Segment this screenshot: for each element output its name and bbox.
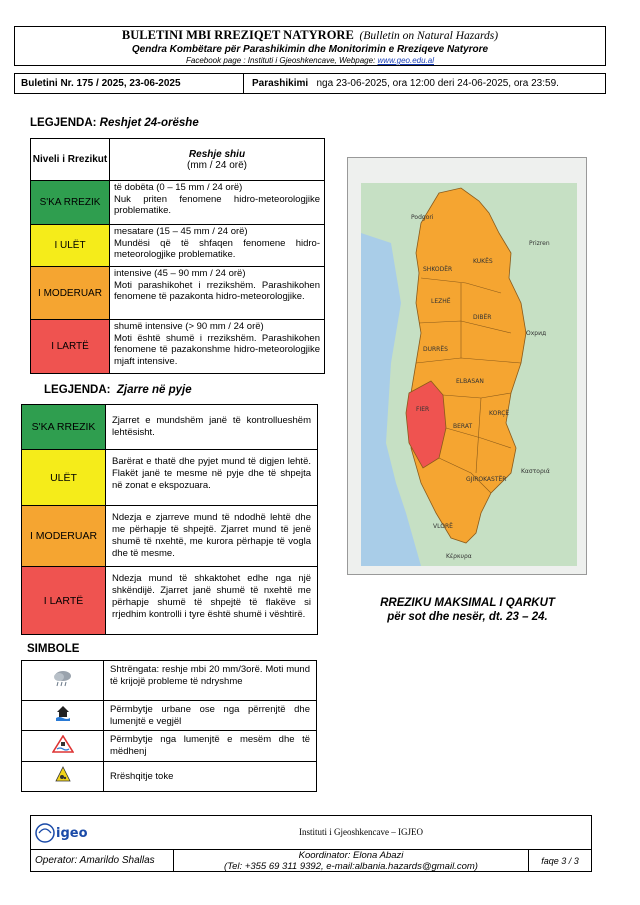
bulletin-header	[14, 26, 606, 66]
header-links-prefix: Facebook page : Instituti i Gjeoshkencave, Webpage:	[185, 56, 378, 65]
header-title-italic: (Bulletin on Natural Hazards)	[359, 30, 499, 42]
fire-legend-label: LEGJENDA:	[44, 384, 111, 396]
label-vlore: VLORË	[433, 523, 453, 530]
rain-level-high: I LARTË	[31, 320, 110, 374]
rain-range-high: shumë intensive (> 90 mm / 24 orë)	[114, 321, 264, 332]
label-ohrid: Охрид	[526, 330, 547, 337]
rain-range-moderate: intensive (45 – 90 mm / 24 orë)	[114, 268, 246, 279]
rain-text-low: Mundësi që të shfaqen fenomene hidro-meteorologjike problematike.	[114, 237, 320, 260]
fire-desc-high: Ndezja mund të shkaktohet edhe nga një shkëndijë. Zjarret janë shumë të nxehtë me përhapje shumë të shpejtë të flakëve si rrjedhim kontrolli i tyre është shumë i vështirë.	[106, 567, 318, 635]
storm-desc: Shtrëngata: reshje mbi 20 mm/3orë. Moti mund të krijojë probleme të ndryshme	[104, 661, 317, 701]
col-rain-title: Reshje shiu	[188, 148, 246, 160]
label-korce: KORÇË	[489, 410, 510, 417]
rain-desc-low	[110, 225, 325, 267]
footer	[30, 815, 592, 872]
rain-level-none: S'KA RREZIK	[31, 181, 110, 225]
header-links	[15, 56, 605, 65]
symbols-table	[21, 660, 317, 792]
label-durres: DURRËS	[423, 346, 448, 353]
rain-legend-table	[30, 138, 325, 374]
landslide-icon	[22, 762, 104, 792]
coordinator-contact: (Tel: +355 69 311 9392, e-mail:albania.hazards@gmail.com)	[224, 860, 478, 872]
bulletin-number-date: Buletini Nr. 175 / 2025, 23-06-2025	[15, 74, 244, 93]
rain-level-low: I ULËT	[31, 225, 110, 267]
igeo-logo-text: igeo	[56, 826, 88, 841]
footer-top-row	[31, 816, 591, 850]
bulletin-info-row	[14, 73, 606, 94]
albania-orange-regions	[411, 188, 526, 543]
label-diber: DIBËR	[473, 314, 492, 321]
rain-desc-high	[110, 320, 325, 374]
fire-level-none: S'KA RREZIK	[22, 405, 106, 450]
storm-cloud-icon	[22, 661, 104, 701]
symbols-title: SIMBOLE	[27, 643, 80, 655]
label-berat: BERAT	[453, 423, 473, 430]
rain-desc-moderate	[110, 267, 325, 320]
header-title	[15, 28, 605, 43]
label-gjirokaster: GJIROKASTËR	[466, 476, 507, 483]
fire-desc-moderate: Ndezja e zjarreve mund të ndodhë lehtë dhe me përhapje të shpejtë. Zjarret mund të jenë shumë të nxehtë, me kurora përhapje të vogla dhe të mesme.	[106, 506, 318, 567]
river-flood-desc: Përmbytje nga lumenjtë e mesëm dhe të mëdhenj	[104, 731, 317, 762]
label-shkoder: SHKODËR	[423, 266, 453, 273]
webpage-link[interactable]: www.geo.edu.al	[377, 56, 434, 65]
label-kerkyra: Κέρκυρα	[446, 553, 472, 560]
fire-desc-none: Zjarret e mundshëm janë të kontrollueshëm lehtësisht.	[106, 405, 318, 450]
col-rain-unit: (mm / 24 orë)	[186, 159, 247, 171]
fire-level-high: I LARTË	[22, 567, 106, 635]
label-kukes: KUKËS	[473, 258, 493, 265]
footer-operator: Operator: Amarildo Shallas	[31, 850, 174, 872]
river-flood-icon	[22, 731, 104, 762]
fire-legend-title	[44, 384, 192, 396]
rain-level-moderate: I MODERUAR	[31, 267, 110, 320]
albania-map-svg	[361, 183, 577, 566]
fire-legend-heading: Zjarre në pyje	[116, 384, 192, 396]
header-title-bold: BULETINI MBI RREZIQET NATYRORE	[121, 28, 354, 42]
label-kastoria: Καστοριά	[521, 468, 550, 475]
risk-map	[361, 183, 577, 566]
label-elbasan: ELBASAN	[456, 378, 484, 385]
label-prizren: Prizren	[529, 240, 550, 247]
coordinator-name: Koordinator: Elona Abazi	[298, 850, 404, 861]
rain-text-high: Moti është shumë i rrezikshëm. Parashikohen fenomene të pazakonshme hidro-meteorologjike mjaft intensive.	[114, 332, 320, 367]
fire-level-moderate: I MODERUAR	[22, 506, 106, 567]
map-caption-line2: për sot dhe nesër, dt. 23 – 24.	[387, 611, 548, 623]
rain-range-low: mesatare (15 – 45 mm / 24 orë)	[114, 226, 248, 237]
col-level-header: Niveli i Rrezikut	[31, 139, 110, 181]
igeo-logo	[35, 819, 95, 847]
map-caption	[345, 596, 590, 624]
rain-legend-label: LEGJENDA:	[30, 117, 97, 129]
rain-legend-heading: Reshjet 24-orëshe	[99, 117, 199, 129]
label-podgorica: Podgori	[411, 214, 434, 221]
label-lezhe: LEZHË	[431, 298, 451, 305]
forecast-text: nga 23-06-2025, ora 12:00 deri 24-06-2025, ora 23:59.	[316, 78, 559, 89]
risk-map-frame	[347, 157, 587, 575]
fire-level-low: ULËT	[22, 450, 106, 506]
rain-range-none: të dobëta (0 – 15 mm / 24 orë)	[114, 182, 243, 193]
label-fier: FIER	[416, 406, 430, 413]
fire-desc-low: Barërat e thatë dhe pyjet mund të digjen lehtë. Flakët janë te mesme në pyje dhe të shpejta në zonat e ekspozuara.	[106, 450, 318, 506]
fire-legend-table	[21, 404, 318, 635]
landslide-desc: Rrëshqitje toke	[104, 762, 317, 792]
header-subtitle: Qendra Kombëtare për Parashikimin dhe Monitorimin e Rreziqeve Natyrore	[131, 44, 489, 55]
forecast-period	[244, 74, 605, 93]
urban-flood-icon	[22, 701, 104, 731]
rain-desc-none	[110, 181, 325, 225]
footer-coordinator	[174, 850, 529, 872]
rain-text-none: Nuk priten fenomene hidro-meteorologjike problematike.	[114, 193, 320, 216]
fier-red-region	[406, 381, 446, 468]
footer-page: faqe 3 / 3	[541, 856, 579, 866]
forecast-label: Parashikimi	[252, 78, 309, 89]
urban-flood-desc: Përmbytje urbane ose nga përrenjtë dhe lumenjtë e vegjël	[104, 701, 317, 731]
rain-legend-title	[30, 117, 199, 129]
rain-text-moderate: Moti parashikohet i rrezikshëm. Parashikohen fenomene të pazakonta hidro-meteorologjike.	[114, 279, 320, 302]
col-rain-header	[110, 139, 325, 181]
footer-institute: Instituti i Gjeoshkencave – IGJEO	[299, 827, 423, 837]
map-caption-line1: RREZIKU MAKSIMAL I QARKUT	[380, 597, 555, 609]
